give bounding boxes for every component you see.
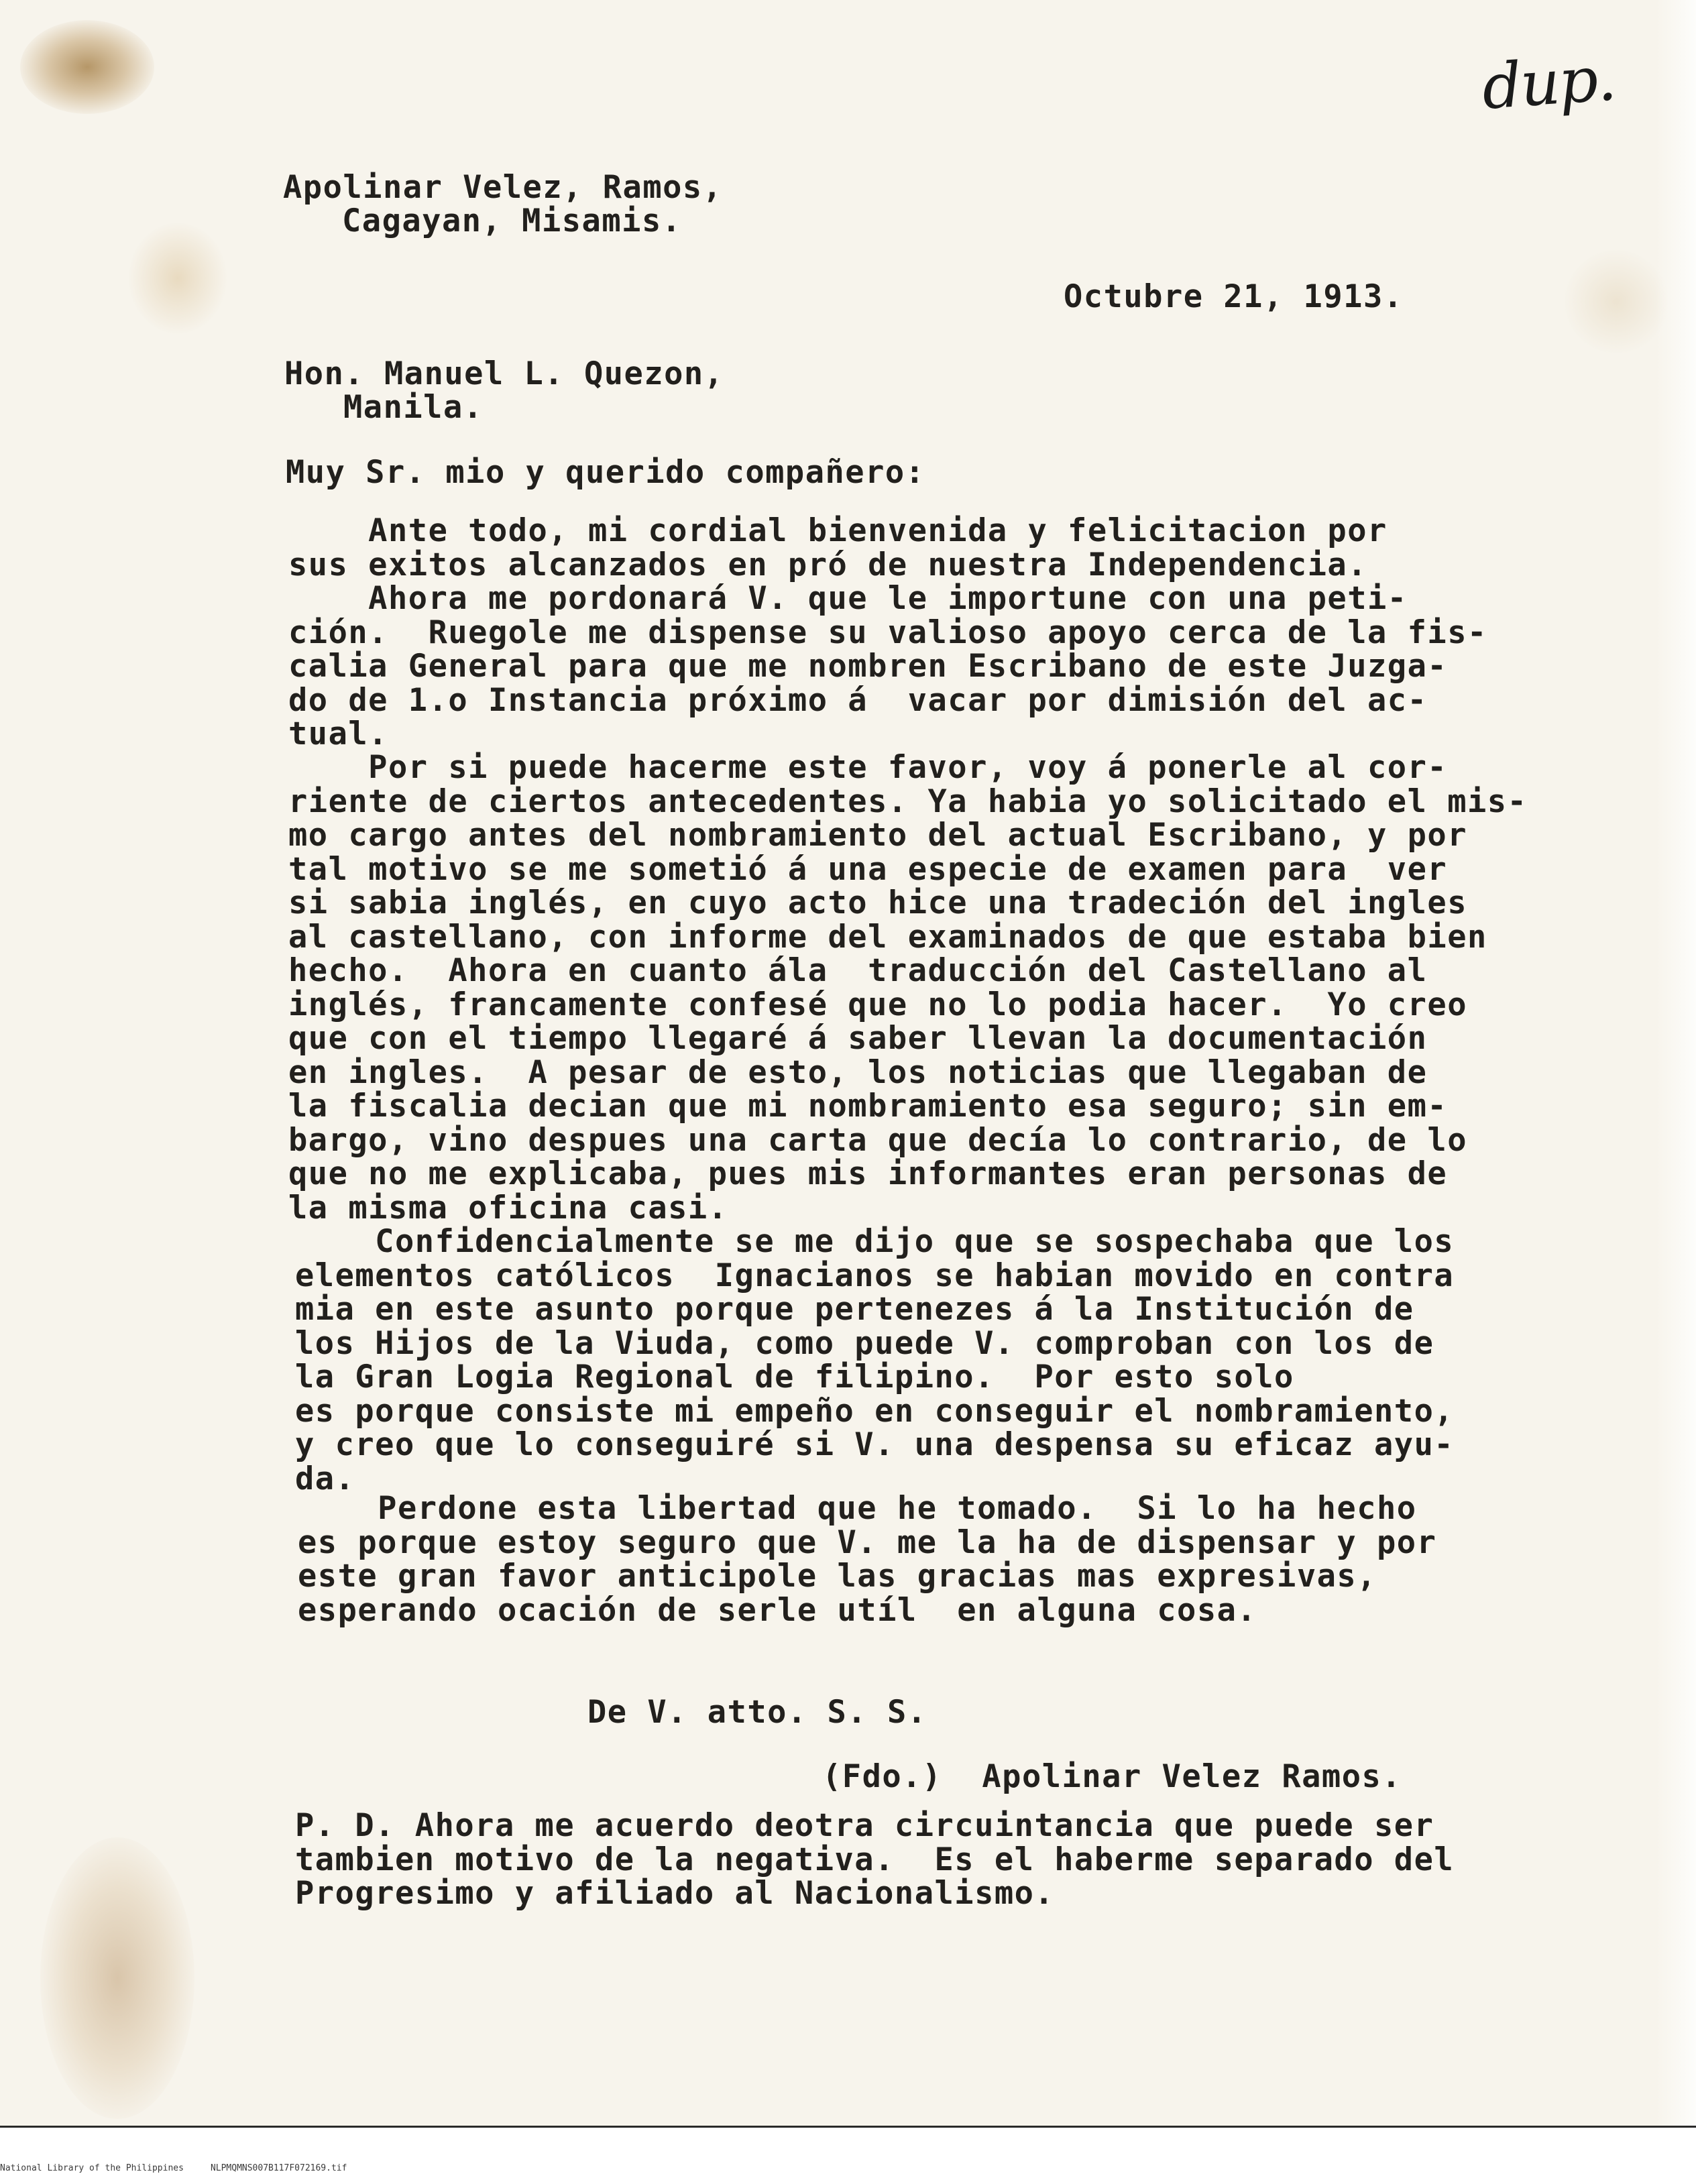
body-paragraph-1: Ante todo, mi cordial bienvenida y felicitacion por sus exitos alcanzados en pró de nuestra Independencia. Ahora me pordonará V. que le importune con una peti- ción. Ruegole me dispense su valioso apoyo cerca de la fis- calia General para que me nombren Escribano de este Juzga- do de 1.o Instancia próximo á vacar por dimisión del ac- tual.: [288, 512, 1487, 752]
salutation: Muy Sr. mio y querido compañero:: [286, 454, 925, 491]
paper-stain: [127, 221, 228, 335]
sender-place: Cagayan, Misamis.: [342, 203, 682, 239]
handwritten-annotation: dup.: [1479, 42, 1618, 123]
recipient-name: Hon. Manuel L. Quezon,: [284, 355, 724, 392]
paper-stain: [40, 1837, 194, 2119]
recipient-city: Manila.: [343, 389, 484, 426]
sender-name: Apolinar Velez, Ramos,: [283, 169, 723, 206]
scan-footer-strip: [0, 2126, 1696, 2184]
footer-file-id: NLPMQMNS007B117F072169.tif: [210, 2163, 347, 2173]
paper-stain: [1563, 248, 1670, 355]
body-paragraph-4: Perdone esta libertad que he tomado. Si lo ha hecho es porque estoy seguro que V. me la ha de dispensar y por este gran favor anticipole las gracias mas expresivas, esperando ocación de serle utíl en alguna cosa.: [298, 1490, 1437, 1629]
letter-date: Octubre 21, 1913.: [1064, 278, 1404, 315]
body-paragraph-3: Confidencialmente se me dijo que se sospechaba que los elementos católicos Ignacianos se habian movido en contra mia en este asunto porque pertenezes á la Institución de los Hijos de la Viuda, como puede V. comproban con los de la Gran Logia Regional de filipino. Por esto solo es porque consiste mi empeño en conseguir el nombramiento, y creo que lo conseguiré si V. una despensa su eficaz ayu- da.: [295, 1223, 1455, 1497]
scan-footer: [0, 2163, 374, 2173]
footer-library: National Library of the Philippines: [0, 2163, 184, 2173]
postscript: P. D. Ahora me acuerdo deotra circuintancia que puede ser tambien motivo de la negativa. Es el haberme separado del Progresimo y afiliado al Nacionalismo.: [295, 1807, 1455, 1912]
paper-stain: [20, 20, 154, 114]
body-paragraph-2: Por si puede hacerme este favor, voy á ponerle al cor- riente de ciertos antecedentes. Ya habia yo solicitado el mis- mo cargo antes del nombramiento del actual Escribano, y por tal motivo se me sometió á una especie de examen para ver si sabia inglés, en cuyo acto hice una tradeción del ingles al castellano, con informe del examinados de que estaba bien hecho. Ahora en cuanto ála traducción del Castellano al inglés, francamente confesé que no lo podia hacer. Yo creo que con el tiempo llegaré á saber llevan la documentación en ingles. A pesar de esto, los noticias que llegaban de la fiscalia decian que mi nombramiento esa seguro; sin em- bargo, vino despues una carta que decía lo contrario, de lo que no me explicaba, pues mis informantes eran personas de la misma oficina casi.: [288, 749, 1528, 1226]
signature: (Fdo.) Apolinar Velez Ramos.: [822, 1758, 1402, 1795]
closing: De V. atto. S. S.: [587, 1694, 927, 1731]
paper-edge: [1656, 0, 1696, 2146]
